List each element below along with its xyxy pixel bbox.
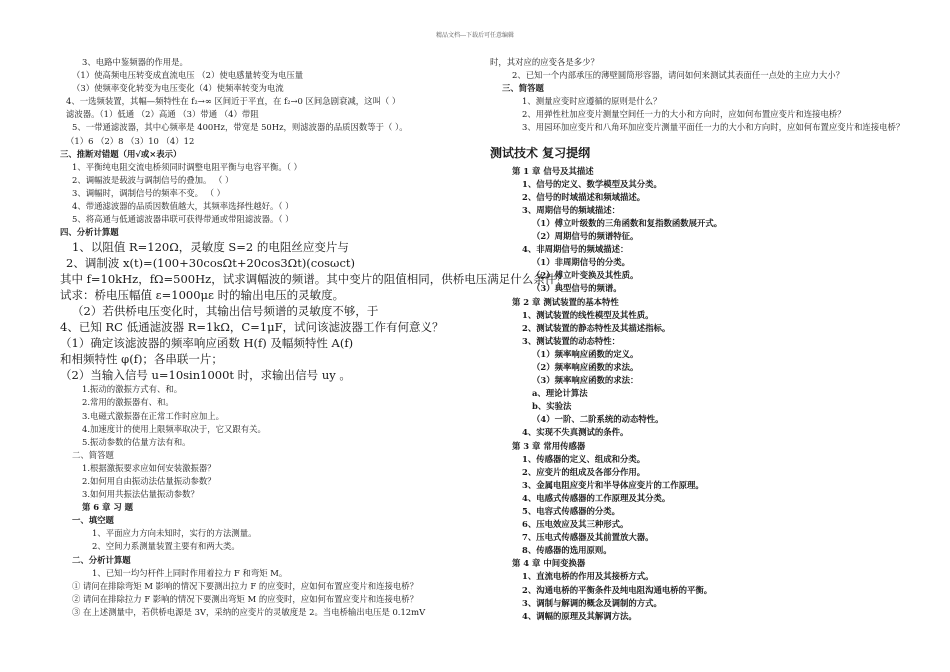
text-line: 1、平面应力方向未知时，实行的方法测量。 xyxy=(92,528,257,539)
text-line: （1）傅立叶级数的三角函数和复指数函数展开式。 xyxy=(532,217,723,228)
text-line: 6、压电效应及其三种形式。 xyxy=(522,519,629,530)
text-line: 三、推断对错题（用√或×表示） xyxy=(60,148,182,159)
text-line: 滤波器。（1）低通 （2）高通 （3）带通 （4）带阻 xyxy=(66,109,259,120)
text-line: 2、用弹性杜加应变片测量空间任一力的大小和方向时，应如何布置应变片和连接电桥？ xyxy=(522,109,846,120)
text-line: 试求：桥电压幅值 ε=1000με 时的输出电压的灵敏度。 xyxy=(60,288,345,303)
text-line: （3）典型信号的频谱。 xyxy=(532,283,622,294)
text-line: 1、信号的定义、数学模型及其分类。 xyxy=(522,178,662,189)
text-line: 3、调幅时，调制信号的频率不变。 （ ） xyxy=(72,187,226,198)
text-line: 3、调制与解调的概念及调制的方式。 xyxy=(522,597,662,608)
text-line: 第 2 章 测试装置的基本特性 xyxy=(512,296,619,307)
text-line: 和相频特性 φ(f)；各串联一片； xyxy=(60,352,223,367)
text-line: 其中 f=10kHz，fΩ=500Hz，试求调幅波的频谱。其中变片的阻值相同，供桥电压满足什么条件？ xyxy=(60,272,568,287)
text-line: 7、压电式传感器及其前置放大器。 xyxy=(522,532,654,543)
text-line: 5.振动参数的估量方法有和。 xyxy=(82,436,191,447)
page-header-note: 精品文档---下载后可任意编辑 xyxy=(435,32,515,39)
text-line: 二、分析计算题 xyxy=(72,554,131,565)
text-line: （2）周期信号的频谱特征。 xyxy=(532,231,639,242)
text-line: 2、调幅波是载波与调制信号的叠加。 （ ） xyxy=(72,174,234,185)
text-line: 4、已知 RC 低通滤波器 R=1kΩ，C=1μF，试问该滤波器工作有何意义？ xyxy=(60,320,444,335)
text-line: 2、应变片的组成及各部分作用。 xyxy=(522,466,646,477)
text-line: 5、电容式传感器的分类。 xyxy=(522,506,620,516)
text-line: 2.常用的激振器有、和。 xyxy=(82,397,174,408)
text-line: 3、金属电阻应变片和半导体应变片的工作原理。 xyxy=(522,479,704,490)
text-line: 时，其对应的应变各是多少？ xyxy=(490,57,599,67)
text-line: 四、分析计算题 xyxy=(60,227,119,238)
text-line: 8、传感器的选用原则。 xyxy=(522,545,612,556)
text-line: 1.振动的激振方式有、和。 xyxy=(82,384,183,395)
text-line: 5、一带通滤波器，其中心频率是 400Hz，带宽是 50Hz，则滤波器的品质因数等于（ ）。 xyxy=(72,122,408,133)
text-line: 1.根据激振要求应如何安装激振器？ xyxy=(82,462,216,473)
text-line: （1）频率响应函数的定义。 xyxy=(532,348,639,359)
text-line: 三、简答题 xyxy=(502,83,544,94)
text-line: 1、已知一均匀杆件上同时作用着拉力 F 和弯矩 M。 xyxy=(92,567,288,578)
right-column xyxy=(490,56,910,623)
text-line: 3.电磁式激振器在正常工作时应加上。 xyxy=(82,410,224,421)
text-line: 2、空间力系测量装置主要有和两大类。 xyxy=(92,541,240,552)
text-line: 1、平衡纯电阻交流电桥须同时调整电阻平衡与电容平衡。（ ） xyxy=(72,161,302,172)
text-line: 第 1 章 信号及其描述 xyxy=(512,165,594,176)
text-line: 1、直流电桥的作用及其接桥方式。 xyxy=(522,571,654,582)
text-line: 2.如何用自由振动法估量振动参数？ xyxy=(82,475,216,486)
text-line: 2、沟通电桥的平衡条件及纯电阻沟通电桥的平衡。 xyxy=(522,584,713,595)
text-line: 4、调幅的原理及其解调方法。 xyxy=(522,610,637,621)
text-line: （3）频率响应函数的求法： xyxy=(532,375,639,386)
text-line: 1、以阻值 R=120Ω，灵敏度 S=2 的电阻丝应变片与 xyxy=(72,240,349,255)
text-line: 二、简答题 xyxy=(72,449,114,460)
text-line: 4.加速度计的使用上限频率取决于，它又跟有关。 xyxy=(82,423,266,434)
text-line: ① 请问在排除弯矩 M 影响的情况下要测出拉力 F 的应变时，应如何布置应变片和连接电桥？ xyxy=(72,580,418,591)
text-line: 第 6 章 习 题 xyxy=(82,502,133,513)
text-line: （2）傅立叶变换及其性质。 xyxy=(532,270,639,281)
text-line: ③ 在上述测量中，若供桥电源是 3V，采纳的应变片的灵敏度是 2。当电桥输出电压是 0.12mV xyxy=(72,606,426,617)
text-line: 3.如何用共振法估量振动参数？ xyxy=(82,489,199,500)
text-line: b、实验法 xyxy=(532,401,572,412)
text-line: 3、用园环加应变片和八角环加应变片测量平面任一力的大小和方向时，应如何布置应变片和连接电桥？ xyxy=(522,122,905,133)
text-line: 4、实现不失真测试的条件。 xyxy=(522,427,629,438)
text-line: 2、已知一个内部承压的薄壁圆筒形容器，请问如何来测试其表面任一点处的主应力大小？ xyxy=(512,70,844,81)
text-line: 2、测试装置的静态特性及其描述指标。 xyxy=(522,322,671,333)
text-line: 1、测试装置的线性模型及其性质。 xyxy=(522,309,654,320)
text-line: a、理论计算法 xyxy=(532,388,588,399)
text-line: （2）当输入信号 u=10sin1000t 时，求输出信号 uy 。 xyxy=(60,368,351,383)
text-line: （1）使高频电压转变成直流电压 （2）使电感量转变为电压量 xyxy=(72,70,304,81)
text-line: 1、测量应变时应遵循的原则是什么？ xyxy=(522,96,662,107)
text-line: 5、将高通与低通滤波器串联可获得带通或带阻滤波器。（ ） xyxy=(72,214,294,225)
text-line: （2）若供桥电压变化时，其输出信号频谱的灵敏度不够，于 xyxy=(72,304,379,319)
text-line: 3、测试装置的动态特性： xyxy=(522,335,620,346)
text-line: ② 请问在排除拉力 F 影响的情况下要测出弯矩 M 的应变时，应如何布置应变片和连接电桥？ xyxy=(72,593,418,604)
text-line: 4、非周期信号的频域描述： xyxy=(522,244,629,255)
text-line: 第 3 章 常用传感器 xyxy=(512,440,586,451)
outline-title: 测试技术 复习提纲 xyxy=(490,145,591,160)
text-line: 4、电感式传感器的工作原理及其分类。 xyxy=(522,492,671,503)
text-line: （4）一阶、二阶系统的动态特性。 xyxy=(532,414,664,425)
text-line: 2、信号的时域描述和频域描述。 xyxy=(522,191,646,202)
text-line: 1、传感器的定义、组成和分类。 xyxy=(522,453,646,464)
text-line: （1）确定该滤波器的频率响应函数 H(f) 及幅频特性 A(f) xyxy=(60,336,354,351)
text-line: 4、带通滤波器的品质因数值越大，其频率选择性越好。（ ） xyxy=(72,201,294,212)
text-line: 4、一选频装置，其幅—频特性在 f₂→∞ 区间近于平直，在 f₂→0 区间急剧衰减，这叫（ ） xyxy=(66,96,401,107)
text-line: （3）使频率变化转变为电压变化（4）使频率转变为电流 xyxy=(72,83,284,94)
text-line: （1）6 （2）8 （3）10 （4）12 xyxy=(66,135,195,146)
text-line: 一、填空题 xyxy=(72,515,114,526)
text-line: 2、调制波 x(t)=(100+30cosΩt+20cos3Ωt)(cosωct) xyxy=(66,256,355,271)
text-line: （2）频率响应函数的求法。 xyxy=(532,361,639,372)
text-line: 3、周期信号的频域描述： xyxy=(522,204,620,215)
text-line: 3、电路中鉴频器的作用是。 xyxy=(82,57,188,67)
text-line: （1）非周期信号的分类。 xyxy=(532,257,630,268)
text-line: 第 4 章 中间变换器 xyxy=(512,558,586,569)
